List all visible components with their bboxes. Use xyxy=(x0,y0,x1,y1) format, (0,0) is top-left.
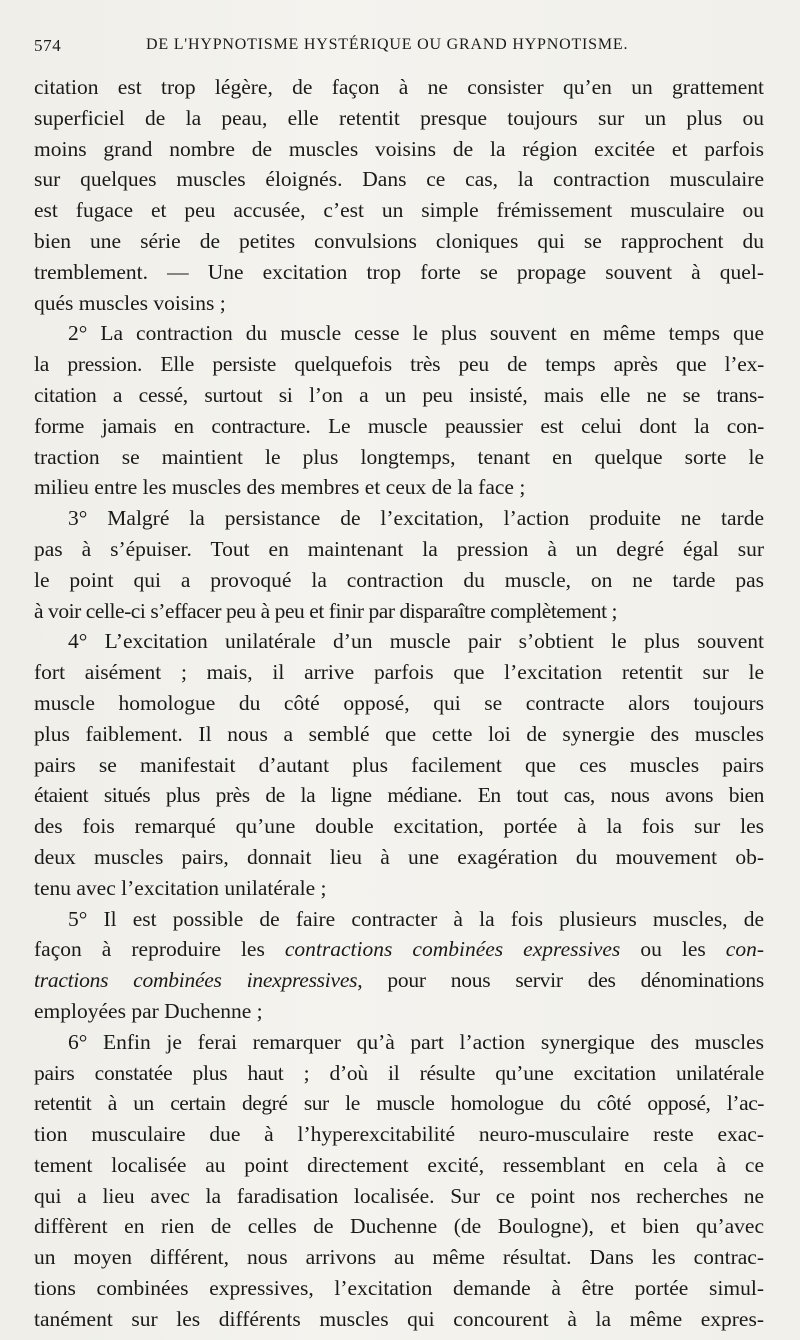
text-line: milieu entre les muscles des membres et ceux de la face ; xyxy=(34,475,526,500)
text-line: traction se maintient le plus longtemps, tenant en quelque sorte le xyxy=(34,444,764,469)
text-line: retentit à un certain degré sur le muscle homologue du côté opposé, l’ac- xyxy=(34,1091,764,1116)
text-line: plus faiblement. Il nous a semblé que cette loi de synergie des muscles xyxy=(34,721,764,746)
text-line: forme jamais en contracture. Le muscle peaussier est celui dont la con- xyxy=(34,413,764,438)
paragraph-2-start: 2° La contraction du muscle cesse le plus souvent en même temps que xyxy=(68,321,764,346)
paragraph-6-start: 6° Enfin je ferai remarquer qu’à part l’action synergique des muscles xyxy=(68,1029,764,1054)
text-line: moins grand nombre de muscles voisins de la région excitée et parfois xyxy=(34,136,764,161)
text-line: tanément sur les différents muscles qui concourent à la même expres- xyxy=(34,1306,764,1331)
italic-segment: tractions combinées inexpressives xyxy=(34,968,358,993)
body-text xyxy=(34,72,764,1335)
paragraph-4-start: 4° L’excitation unilatérale d’un muscle pair s’obtient le plus souvent xyxy=(68,629,764,654)
text-line: tement localisée au point directement excité, ressemblant en cela à ce xyxy=(34,1152,764,1177)
text-line: tremblement. — Une excitation trop forte se propage souvent à quel- xyxy=(34,259,764,284)
text-line: qui a lieu avec la faradisation localisée. Sur ce point nos recherches ne xyxy=(34,1183,764,1208)
italic-segment: con- xyxy=(725,937,764,962)
text-line: des fois remarqué qu’une double excitation, portée à la fois sur les xyxy=(34,814,764,839)
text-line: citation est trop légère, de façon à ne consister qu’en un grattement xyxy=(34,75,764,99)
text-line-with-italics xyxy=(34,934,764,965)
text-line: est fugace et peu accusée, c’est un simple frémissement musculaire ou xyxy=(34,198,764,223)
running-title: DE L'HYPNOTISME HYSTÉRIQUE OU GRAND HYPNOTISME. xyxy=(146,36,629,53)
text-line: fort aisément ; mais, il arrive parfois que l’excitation retentit sur le xyxy=(34,660,764,685)
text-line: tenu avec l’excitation unilatérale ; xyxy=(34,875,327,900)
text-line: deux muscles pairs, donnait lieu à une exagération du mouvement ob- xyxy=(34,844,764,869)
text-line-with-italics xyxy=(34,965,764,996)
text-line: sur quelques muscles éloignés. Dans ce cas, la contraction musculaire xyxy=(34,167,764,192)
text-line: pairs se manifestait d’autant plus facilement que ces muscles pairs xyxy=(34,752,764,777)
text-line: tion musculaire due à l’hyperexcitabilité neuro-musculaire reste exac- xyxy=(34,1122,764,1147)
text-line: bien une série de petites convulsions cloniques qui se rapprochent du xyxy=(34,228,764,253)
text-line: le point qui a provoqué la contraction du muscle, on ne tarde pas xyxy=(34,567,764,592)
page-header xyxy=(34,36,764,64)
text-line: la pression. Elle persiste quelquefois très peu de temps après que l’ex- xyxy=(34,352,764,377)
text-segment: ou les xyxy=(620,937,726,962)
text-line: muscle homologue du côté opposé, qui se contracte alors toujours xyxy=(34,690,764,715)
paragraph-5-start: 5° Il est possible de faire contracter à la fois plusieurs muscles, de xyxy=(68,906,764,931)
text-line: superficiel de la peau, elle retentit presque toujours sur un plus ou xyxy=(34,105,764,130)
text-line: citation a cessé, surtout si l’on a un peu insisté, mais elle ne se trans- xyxy=(34,382,764,407)
text-segment: façon à reproduire les xyxy=(34,937,285,962)
text-line: tions combinées expressives, l’excitation demande à être portée simul- xyxy=(34,1276,764,1301)
text-line: qués muscles voisins ; xyxy=(34,290,226,315)
text-line: employées par Duchenne ; xyxy=(34,998,263,1023)
text-line: pairs constatée plus haut ; d’où il résulte qu’une excitation unilatérale xyxy=(34,1060,764,1085)
text-segment: , pour nous servir des dénominations xyxy=(357,968,764,993)
text-line: étaient situés plus près de la ligne médiane. En tout cas, nous avons bien xyxy=(34,783,764,808)
page-number: 574 xyxy=(34,36,62,55)
paragraph-3-start: 3° Malgré la persistance de l’excitation, l’action produite ne tarde xyxy=(68,506,764,531)
text-line: diffèrent en rien de celles de Duchenne (de Boulogne), et bien qu’avec xyxy=(34,1214,764,1239)
text-line: pas à s’épuiser. Tout en maintenant la pression à un degré égal sur xyxy=(34,536,764,561)
text-line: un moyen différent, nous arrivons au même résultat. Dans les contrac- xyxy=(34,1245,764,1270)
text-line: à voir celle-ci s’effacer peu à peu et finir par disparaître complètement ; xyxy=(34,598,618,623)
italic-segment: contractions combinées expressives xyxy=(284,937,621,962)
